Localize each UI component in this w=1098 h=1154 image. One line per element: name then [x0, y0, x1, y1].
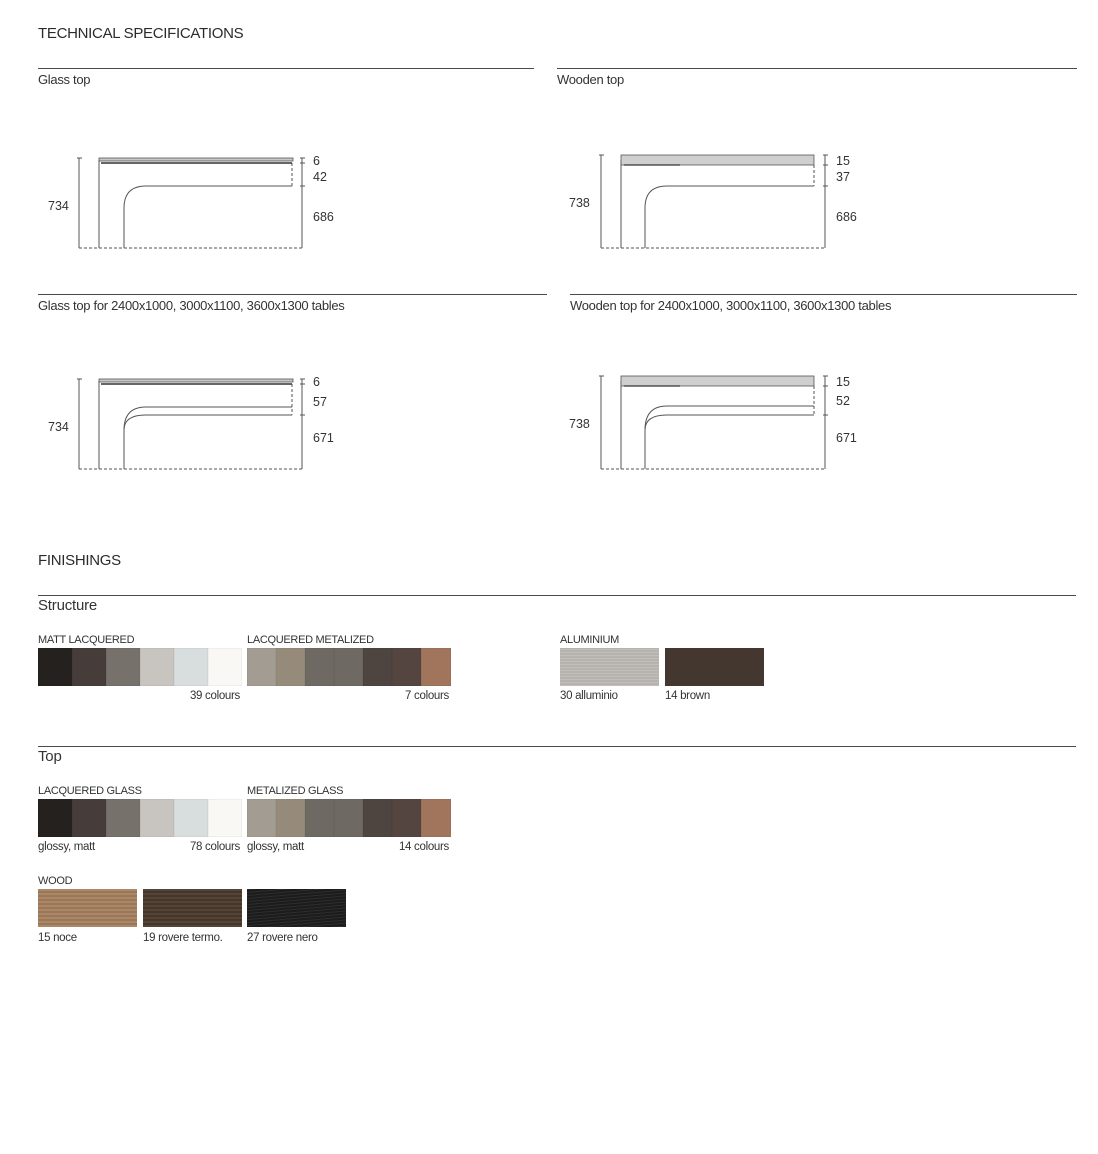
drawing-label-glass-top: Glass top	[38, 72, 91, 87]
swatches-lacquered-glass	[38, 799, 242, 837]
finish-type: glossy, matt	[247, 841, 304, 853]
drawing-label-glass-top-large: Glass top for 2400x1000, 3000x1100, 3600x1300 tables	[38, 298, 345, 313]
dim-total-height: 738	[569, 196, 590, 210]
color-swatch[interactable]	[392, 799, 421, 837]
dim-band: 57	[313, 395, 327, 409]
color-swatch[interactable]	[106, 648, 140, 686]
swatch-name: 14 brown	[665, 690, 710, 702]
swatches-lacquered-metalized	[247, 648, 451, 686]
swatch-alluminio[interactable]	[560, 648, 659, 686]
color-swatch[interactable]	[392, 648, 421, 686]
color-swatch[interactable]	[72, 648, 106, 686]
dim-top-thickness: 6	[313, 154, 320, 168]
table-profile-drawing	[0, 0, 1, 1]
dim-top-thickness: 6	[313, 375, 320, 389]
group-label-lacquered-metalized: LACQUERED METALIZED	[247, 634, 374, 646]
dim-leg: 686	[836, 210, 857, 224]
swatch-rovere-termo[interactable]	[143, 889, 242, 927]
dim-band: 52	[836, 394, 850, 408]
color-swatch[interactable]	[276, 799, 305, 837]
structure-title: Structure	[38, 597, 98, 614]
group-label-wood: WOOD	[38, 875, 73, 887]
divider	[570, 294, 1077, 295]
color-swatch[interactable]	[140, 799, 174, 837]
drawing-label-wooden-top-large: Wooden top for 2400x1000, 3000x1100, 3600x1300 tables	[570, 298, 892, 313]
divider	[38, 746, 1076, 747]
swatch-brown[interactable]	[665, 648, 764, 686]
colour-count: 39 colours	[189, 690, 240, 702]
dim-leg: 671	[313, 431, 334, 445]
swatch-noce[interactable]	[38, 889, 137, 927]
swatch-name: 19 rovere termo.	[143, 932, 223, 944]
color-swatch[interactable]	[208, 648, 242, 686]
color-swatch[interactable]	[247, 648, 276, 686]
group-label-matt-lacquered: MATT LACQUERED	[38, 634, 135, 646]
swatch-name: 27 rovere nero	[247, 932, 318, 944]
color-swatch[interactable]	[305, 648, 334, 686]
divider	[557, 68, 1077, 69]
colour-count: 7 colours	[405, 690, 449, 702]
color-swatch[interactable]	[421, 648, 451, 686]
color-swatch[interactable]	[174, 799, 208, 837]
color-swatch[interactable]	[174, 648, 208, 686]
tech-specs-title: TECHNICAL SPECIFICATIONS	[38, 25, 244, 42]
finishings-title: FINISHINGS	[38, 552, 121, 569]
swatch-rovere-nero[interactable]	[247, 889, 346, 927]
group-label-aluminium: ALUMINIUM	[560, 634, 620, 646]
dim-total-height: 734	[48, 199, 69, 213]
group-label-metalized-glass: METALIZED GLASS	[247, 785, 344, 797]
top-title: Top	[38, 748, 62, 765]
divider	[38, 68, 534, 69]
group-label-lacquered-glass: LACQUERED GLASS	[38, 785, 142, 797]
swatches-matt-lacquered	[38, 648, 242, 686]
colour-count: 14 colours	[398, 841, 449, 853]
finish-type: glossy, matt	[38, 841, 95, 853]
divider	[38, 595, 1076, 596]
dim-band: 37	[836, 170, 850, 184]
color-swatch[interactable]	[38, 648, 72, 686]
color-swatch[interactable]	[38, 799, 72, 837]
color-swatch[interactable]	[106, 799, 140, 837]
dim-top-thickness: 15	[836, 375, 850, 389]
dim-leg: 671	[836, 431, 857, 445]
color-swatch[interactable]	[305, 799, 334, 837]
dim-top-thickness: 15	[836, 154, 850, 168]
color-swatch[interactable]	[334, 648, 363, 686]
colour-count: 78 colours	[189, 841, 240, 853]
swatch-name: 15 noce	[38, 932, 77, 944]
dim-total-height: 738	[569, 417, 590, 431]
color-swatch[interactable]	[208, 799, 242, 837]
color-swatch[interactable]	[72, 799, 106, 837]
dim-band: 42	[313, 170, 327, 184]
swatches-metalized-glass	[247, 799, 451, 837]
dim-leg: 686	[313, 210, 334, 224]
color-swatch[interactable]	[334, 799, 363, 837]
swatch-name: 30 alluminio	[560, 690, 618, 702]
color-swatch[interactable]	[140, 648, 174, 686]
color-swatch[interactable]	[247, 799, 276, 837]
color-swatch[interactable]	[421, 799, 451, 837]
color-swatch[interactable]	[363, 799, 392, 837]
color-swatch[interactable]	[363, 648, 392, 686]
dim-total-height: 734	[48, 420, 69, 434]
drawing-label-wooden-top: Wooden top	[557, 72, 624, 87]
divider	[38, 294, 547, 295]
color-swatch[interactable]	[276, 648, 305, 686]
